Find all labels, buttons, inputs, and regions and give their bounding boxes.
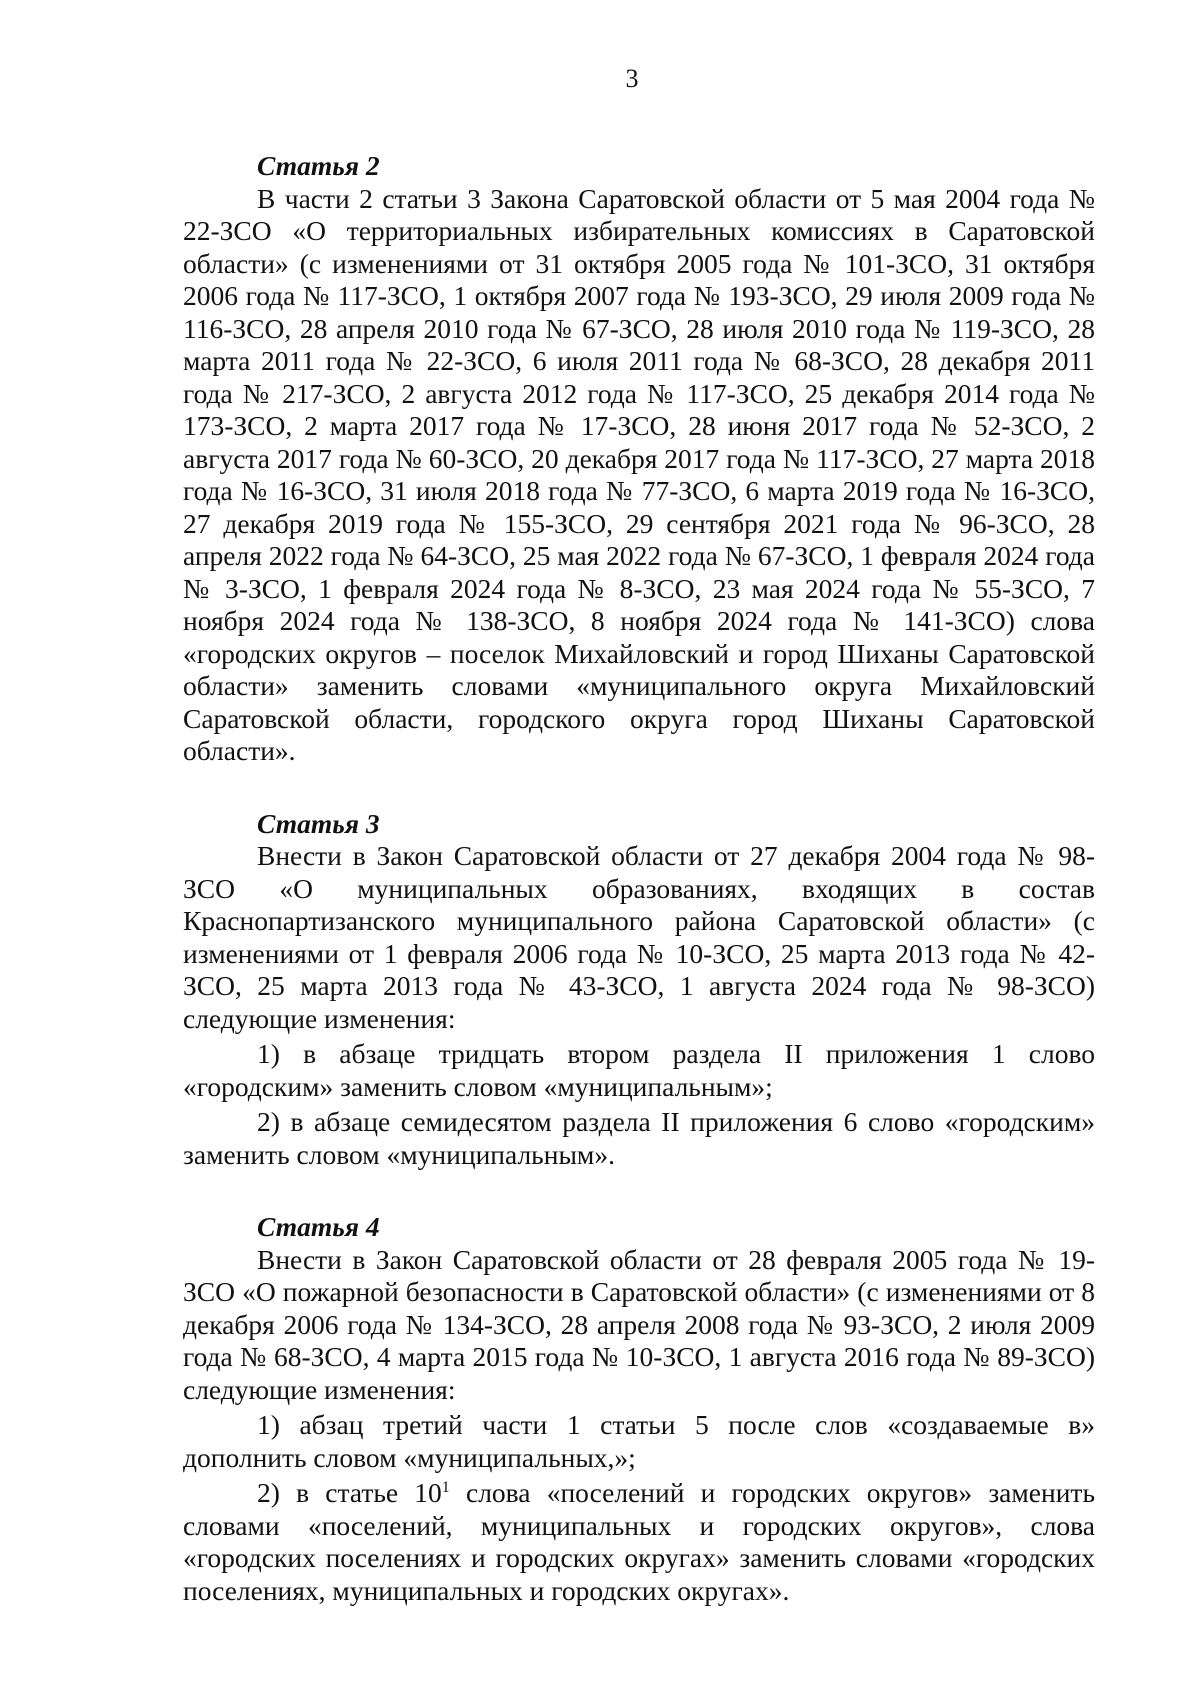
section-gap xyxy=(183,1171,1095,1211)
article-3-title: Статья 3 xyxy=(257,807,380,839)
article-3-item-1: 1) в абзаце тридцать втором раздела II приложения 1 слово «городским» заменить словом «муниципальным»; xyxy=(183,1038,1095,1102)
article-4-item-2-start: 2) в статье 10 xyxy=(257,1477,442,1508)
article-4-item-2-superscript: 1 xyxy=(441,1478,450,1496)
page-number: 3 xyxy=(625,64,639,93)
article-3-item-2: 2) в абзаце семидесятом раздела II приложения 6 слово «городским» заменить словом «муниципальным». xyxy=(183,1106,1095,1170)
article-4-item-2 xyxy=(183,1477,1095,1607)
document-body xyxy=(183,150,1095,1607)
section-gap xyxy=(183,768,1095,808)
article-4-title: Статья 4 xyxy=(257,1211,380,1242)
article-2-title: Статья 2 xyxy=(257,150,380,181)
article-2-paragraph: В части 2 статьи 3 Закона Саратовской области от 5 мая 2004 года № 22-ЗСО «О территориальных избирательных комиссиях в Саратовской области» (с изменениями от 31 октября 2005 года № 101-ЗСО, 31 октября 2006 года № 117-ЗСО, 1 октября 2007 года № 193-ЗСО, 29 июля 2009 года № 116-ЗСО, 28 апреля 2010 года № 67-ЗСО, 28 июля 2010 года № 119-ЗСО, 28 марта 2011 года № 22-ЗСО, 6 июля 2011 года № 68-ЗСО, 28 декабря 2011 года № 217-ЗСО, 2 августа 2012 года № 117-ЗСО, 25 декабря 2014 года № 173-ЗСО, 2 марта 2017 года № 17-ЗСО, 28 июня 2017 года № 52-ЗСО, 2 августа 2017 года № 60-ЗСО, 20 декабря 2017 года № 117-ЗСО, 27 марта 2018 года № 16-ЗСО, 31 июля 2018 года № 77-ЗСО, 6 марта 2019 года № 16-ЗСО, 27 декабря 2019 года № 155-ЗСО, 29 сентября 2021 года № 96-ЗСО, 28 апреля 2022 года № 64-ЗСО, 25 мая 2022 года № 67-ЗСО, 1 февраля 2024 года № 3-ЗСО, 1 февраля 2024 года № 8-ЗСО, 23 мая 2024 года № 55-ЗСО, 7 ноября 2024 года № 138-ЗСО, 8 ноября 2024 года № 141-ЗСО) слова «городских округов – поселок Михайловский и город Шиханы Саратовской области» заменить словами «муниципального округа Михайловский Саратовской области, городского округа город Шиханы Саратовской области». xyxy=(183,182,1095,766)
article-4-item-2-rest: слова «поселений и городских округов» заменить словами «поселений, муниципальных и городских округов», слова «городских поселениях и городских округах» заменить словами «городских поселениях, муниципальных и городских округах». xyxy=(183,1477,1095,1606)
article-2 xyxy=(183,150,1095,768)
article-4-item-1: 1) абзац третий части 1 статьи 5 после слов «создаваемые в» дополнить словом «муниципальных,»; xyxy=(183,1409,1095,1473)
article-4-intro: Внести в Закон Саратовской области от 28 февраля 2005 года № 19-ЗСО «О пожарной безопасности в Саратовской области» (с изменениями от 8 декабря 2006 года № 134-ЗСО, 28 апреля 2008 года № 93-ЗСО, 2 июля 2009 года № 68-ЗСО, 4 марта 2015 года № 10-ЗСО, 1 августа 2016 года № 89-ЗСО) следующие изменения: xyxy=(183,1243,1095,1405)
article-3 xyxy=(183,808,1095,1172)
article-3-intro: Внести в Закон Саратовской области от 27 декабря 2004 года № 98-ЗСО «О муниципальных образованиях, входящих в состав Краснопартизанского муниципального района Саратовской области» (с изменениями от 1 февраля 2006 года № 10-ЗСО, 25 марта 2013 года № 42-ЗСО, 25 марта 2013 года № 43-ЗСО, 1 августа 2024 года № 98-ЗСО) следующие изменения: xyxy=(183,840,1095,1034)
article-4 xyxy=(183,1211,1095,1607)
